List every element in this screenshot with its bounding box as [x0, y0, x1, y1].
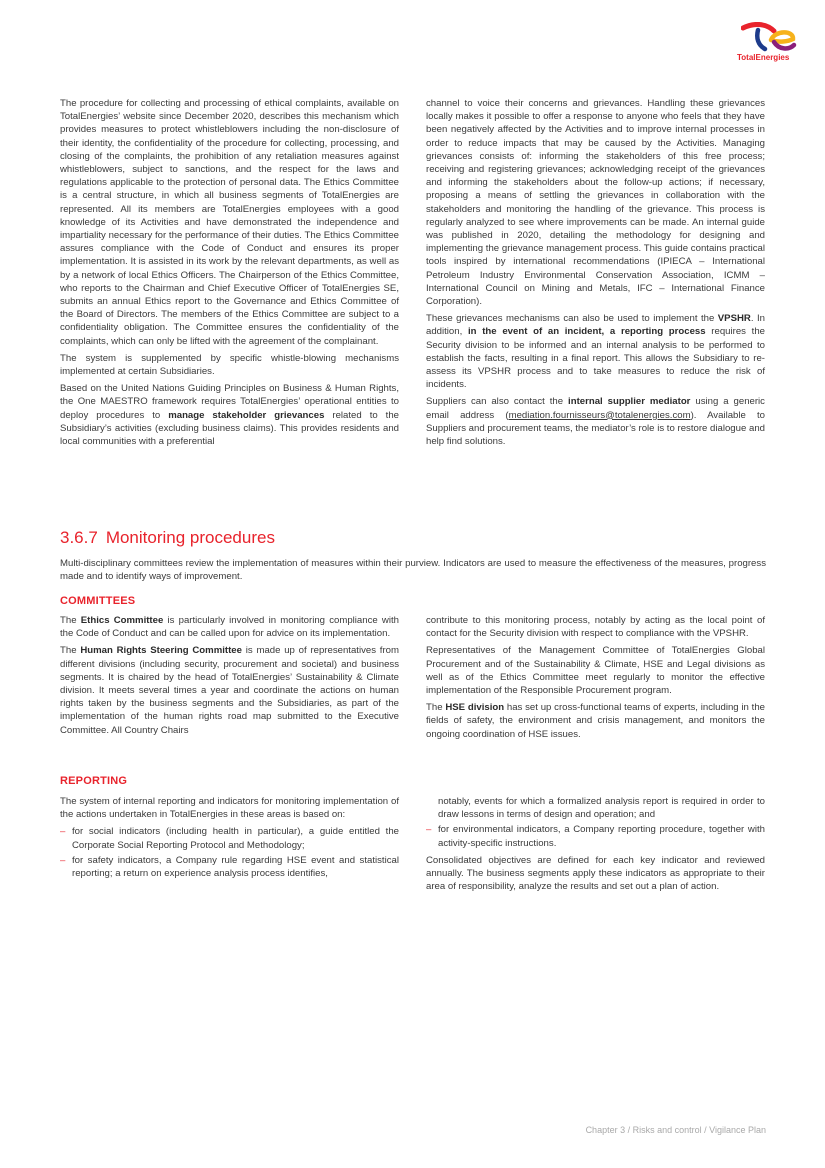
committees-heading: COMMITTEES	[60, 595, 136, 607]
paragraph: Suppliers can also contact the internal supplier mediator using a generic email address (mediation.fournisseurs@totalenergies.com). Available to Suppliers and procurement teams, the mediator’s role is to restore dialogue and help find solutions.	[426, 396, 765, 448]
list-item: – for social indicators (including health in particular), a guide entitled the Corporate Social Reporting Protocol and Methodology;	[60, 826, 399, 851]
paragraph: Consolidated objectives are defined for each key indicator and reviewed annually. The business segments apply these indicators as appropriate to their area of responsibility, analyze the results and set out a plan of action.	[426, 854, 765, 893]
list-item: – for environmental indicators, a Company reporting procedure, together with activity-specific instructions.	[426, 824, 765, 849]
list-item: – for safety indicators, a Company rule regarding HSE event and statistical reporting; a return on experience analysis process identifies,	[60, 854, 399, 880]
section-heading	[60, 528, 275, 548]
page-footer: Chapter 3 / Risks and control / Vigilance Plan	[585, 1125, 766, 1135]
reporting-list	[60, 825, 399, 880]
committees-left-column	[60, 614, 399, 741]
reporting-list	[426, 823, 765, 849]
dash-bullet-icon: –	[426, 824, 432, 836]
paragraph: contribute to this monitoring process, notably by acting as the local point of contact for the Security division with respect to compliance with the VPSHR.	[426, 615, 765, 640]
list-item-continuation: notably, events for which a formalized analysis report is required in order to draw lessons in terms of design and operation; and	[438, 796, 765, 821]
dash-bullet-icon: –	[60, 826, 66, 838]
reporting-heading: REPORTING	[60, 775, 128, 787]
dash-bullet-icon: –	[60, 854, 66, 866]
paragraph: These grievances mechanisms can also be used to implement the VPSHR. In addition, in the event of an incident, a reporting process requires the Security division to be informed and an internal analysis to be performed to establish the facts, resulting in a final report. This allows the Subsidiary to re-assess its VPSHR process and to take measures to reduce the risk of incidents.	[426, 313, 766, 391]
reporting-left-column	[60, 795, 399, 884]
section-intro: Multi-disciplinary committees review the implementation of measures within their purview. Indicators are used to measure the effectiveness of the measures, progress made and to identify ways of improvement.	[60, 558, 766, 583]
paragraph: The HSE division has set up cross-functional teams of experts, including in the fields of safety, the environment and crisis management, and monitors the ongoing coordination of HSE issues.	[426, 702, 766, 740]
section-number: 3.6.7	[60, 528, 98, 547]
paragraph: The system of internal reporting and indicators for monitoring implementation of the actions undertaken in TotalEnergies in these areas is based on:	[60, 796, 399, 821]
logo-mark-icon	[741, 22, 797, 52]
paragraph: The Human Rights Steering Committee is made up of representatives from different divisions (including security, procurement and societal) and business segments. It is chaired by the head of TotalEnergies’ Sustainability & Climate division. It meets several times a year and coordinate the actions on human rights taken by the business segments and the Subsidiaries, as part of the implementation of the human rights road map submitted to the Executive Committee. All Country Chairs	[60, 645, 399, 736]
paragraph: The Ethics Committee is particularly involved in monitoring compliance with the Code of Conduct and can be called upon for advice on its implementation.	[60, 615, 399, 640]
email-link[interactable]: mediation.fournisseurs@totalenergies.com	[508, 409, 691, 421]
top-left-column	[60, 97, 399, 452]
reporting-right-column	[426, 795, 765, 897]
paragraph: The system is supplemented by specific whistle-blowing mechanisms implemented at certain Subsidiaries.	[60, 352, 399, 378]
paragraph: Representatives of the Management Committee of TotalEnergies Global Procurement and of the Sustainability & Climate, HSE and Legal divisions as well as of the Ethics Committee meet regularly to monitor the effective implementation of the Responsible Procurement program.	[426, 645, 765, 697]
top-right-column	[426, 97, 765, 452]
committees-right-column	[426, 614, 765, 745]
paragraph: channel to voice their concerns and grievances. Handling these grievances locally makes it possible to offer a response to anyone who feels that they have been negatively affected by the Activities and to improve internal processes in order to reduce impacts that may be caused by the Activities. Managing grievances consists of: informing the stakeholders of this free process; receiving and registering grievances; acknowledging receipt of the grievances and informing the stakeholders about the follow-up actions; if necessary, proposing a means of settling the grievances in collaboration with the stakeholders and monitoring the handling of the grievance. This process is regularly analyzed to see where improvements can be made. An internal guide was published in 2020, detailing the methodology for designing and implementing the grievance management process. This guide contains practical tools inspired by international recommendations (IPIECA – International Petroleum Industry Environmental Conservation Association, ICMM – International Council on Mining and Metals, IFC – International Finance Corporation).	[426, 98, 765, 308]
paragraph: The procedure for collecting and processing of ethical complaints, available on TotalEnergies’ website since December 2020, describes this mechanism which provides measures to protect whistleblowers including the non-disclosure of their identity, the confidentiality of the procedure for collecting, processing, and closing of the complaints, the prohibition of any retaliation measures against whistleblowers, subject to sanctions, and the respect for the laws and regulations applicable to the protection of personal data. The Ethics Committee is a central structure, in which all business segments of TotalEnergies are represented. All its members are TotalEnergies employees with a good knowledge of its Activities and have demonstrated the independence and impartiality necessary for the performance of their duties. The Ethics Committee assures compliance with the Code of Conduct and ensures its proper implementation. It is assisted in its work by the relevant departments, as well as by a network of local Ethics Officers. The Chairperson of the Ethics Committee, who reports to the Chairman and Chief Executive Officer of TotalEnergies SE, submits an annual Ethics report to the Governance and Ethics Committee of the Board of Directors. The members of the Ethics Committee are subject to a confidentiality obligation. The Committee ensures the confidentiality of the complaints, which can only be lifted with the agreement of the complainant.	[60, 98, 399, 347]
logo-text: TotalEnergies	[737, 53, 790, 62]
paragraph: Based on the United Nations Guiding Principles on Business & Human Rights, the One MAESTRO framework requires TotalEnergies’ operational entities to deploy procedures to manage stakeholder grievances related to the Subsidiary’s activities (excluding business claims). This provides residents and local communities with a preferential	[60, 383, 400, 448]
totalenergies-logo	[737, 22, 801, 68]
section-title: Monitoring procedures	[105, 528, 275, 547]
